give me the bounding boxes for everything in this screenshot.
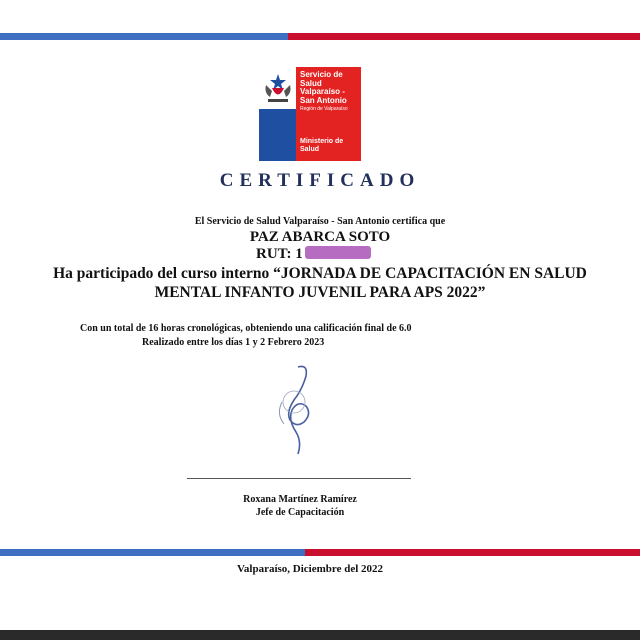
bottom-band-blue [0,549,305,556]
bottom-color-band [0,549,640,556]
signatory-name: Roxana Martínez Ramírez [243,494,357,505]
logo-text-panel [296,67,361,161]
hours-and-grade: Con un total de 16 horas cronológicas, obteniendo una calificación final de 6.0 [80,323,412,334]
top-band-blue [0,33,288,40]
logo-region: Región de Valparaíso [300,106,348,112]
logo-flag-white [259,67,296,109]
rut-label: RUT: 1 [256,246,303,262]
recipient-name: PAZ ABARCA SOTO [249,229,391,245]
logo-org-line-4: San Antonio [300,95,347,105]
logo-flag-column [259,67,296,161]
page-bottom-edge [0,630,640,640]
top-band-red [288,33,640,40]
institution-logo [259,67,361,161]
bottom-band-red [305,549,640,556]
certificate-intro: El Servicio de Salud Valparaíso - San Antonio certifica que [194,216,446,227]
redaction-mark [305,246,371,259]
place-and-date: Valparaíso, Diciembre del 2022 [236,563,384,575]
course-line-2: MENTAL INFANTO JUVENIL PARA APS 2022” [154,284,486,301]
recipient-rut [256,246,371,263]
course-line-1: Ha participado del curso interno “JORNADA DE CAPACITACIÓN EN SALUD [53,265,587,282]
logo-ministry-line-2: Salud [300,145,320,153]
logo-org-line-3: Valparaíso - [300,87,345,96]
top-color-band [0,33,640,40]
chile-coat-of-arms-icon [262,71,294,105]
course-description [0,264,640,302]
course-dates: Realizado entre los días 1 y 2 Febrero 2023 [142,337,325,348]
logo-ministry-line-1: Ministerio de [300,138,344,145]
certificate-title: CERTIFICADO [219,170,421,191]
logo-flag-blue [259,109,296,161]
logo-org-line-2: Salud [300,78,322,88]
handwritten-signature [268,362,338,462]
logo-org-line-1: Servicio de [300,70,343,79]
logo-ministry [300,138,343,153]
signature-line [187,478,411,479]
signatory-role: Jefe de Capacitación [255,507,345,518]
